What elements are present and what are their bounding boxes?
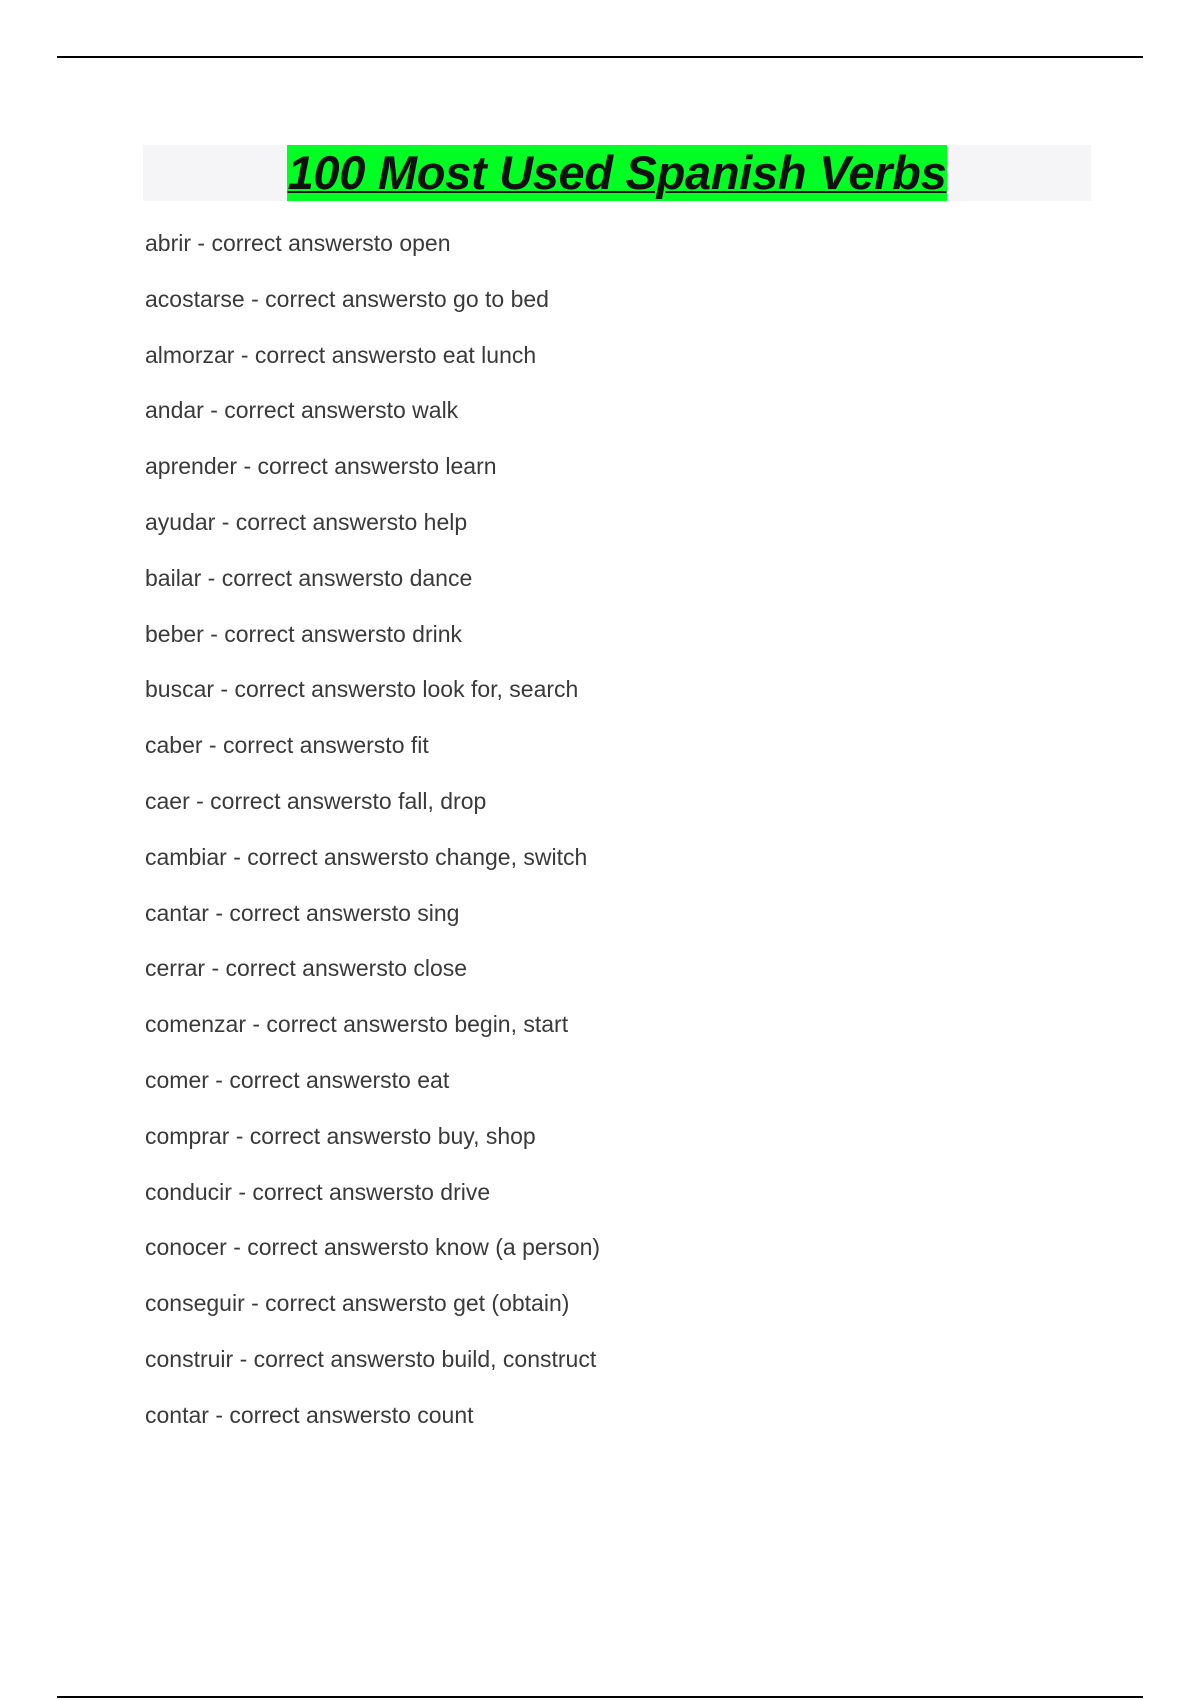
- list-item: almorzar - correct answersto eat lunch: [145, 341, 537, 368]
- list-item: caer - correct answersto fall, drop: [145, 787, 487, 814]
- list-item: bailar - correct answersto dance: [145, 564, 473, 591]
- list-item: abrir - correct answersto open: [145, 230, 451, 256]
- list-item: contar - correct answersto count: [145, 1401, 474, 1428]
- list-item: aprender - correct answersto learn: [145, 453, 497, 480]
- list-item: acostarse - correct answersto go to bed: [145, 285, 549, 312]
- list-item: comer - correct answersto eat: [145, 1066, 450, 1093]
- list-item: caber - correct answersto fit: [145, 732, 429, 759]
- list-item: buscar - correct answersto look for, search: [145, 676, 579, 703]
- list-item: ayudar - correct answersto help: [145, 508, 468, 535]
- title-band: [143, 145, 1091, 201]
- list-item: construir - correct answersto build, construct: [145, 1345, 597, 1372]
- verb-list: [145, 226, 1045, 1454]
- list-item: andar - correct answersto walk: [145, 397, 459, 424]
- list-item: beber - correct answersto drink: [145, 620, 463, 647]
- list-item: cambiar - correct answersto change, switch: [145, 843, 588, 870]
- list-item: cantar - correct answersto sing: [145, 899, 460, 926]
- top-rule: [57, 56, 1143, 58]
- list-item: conseguir - correct answersto get (obtain): [145, 1290, 570, 1317]
- list-item: conocer - correct answersto know (a person): [145, 1234, 601, 1261]
- bottom-rule: [57, 1696, 1143, 1698]
- list-item: conducir - correct answersto drive: [145, 1178, 491, 1205]
- list-item: comenzar - correct answersto begin, start: [145, 1011, 569, 1038]
- list-item: cerrar - correct answersto close: [145, 955, 468, 982]
- list-item: comprar - correct answersto buy, shop: [145, 1122, 536, 1149]
- page-title: 100 Most Used Spanish Verbs: [287, 146, 947, 199]
